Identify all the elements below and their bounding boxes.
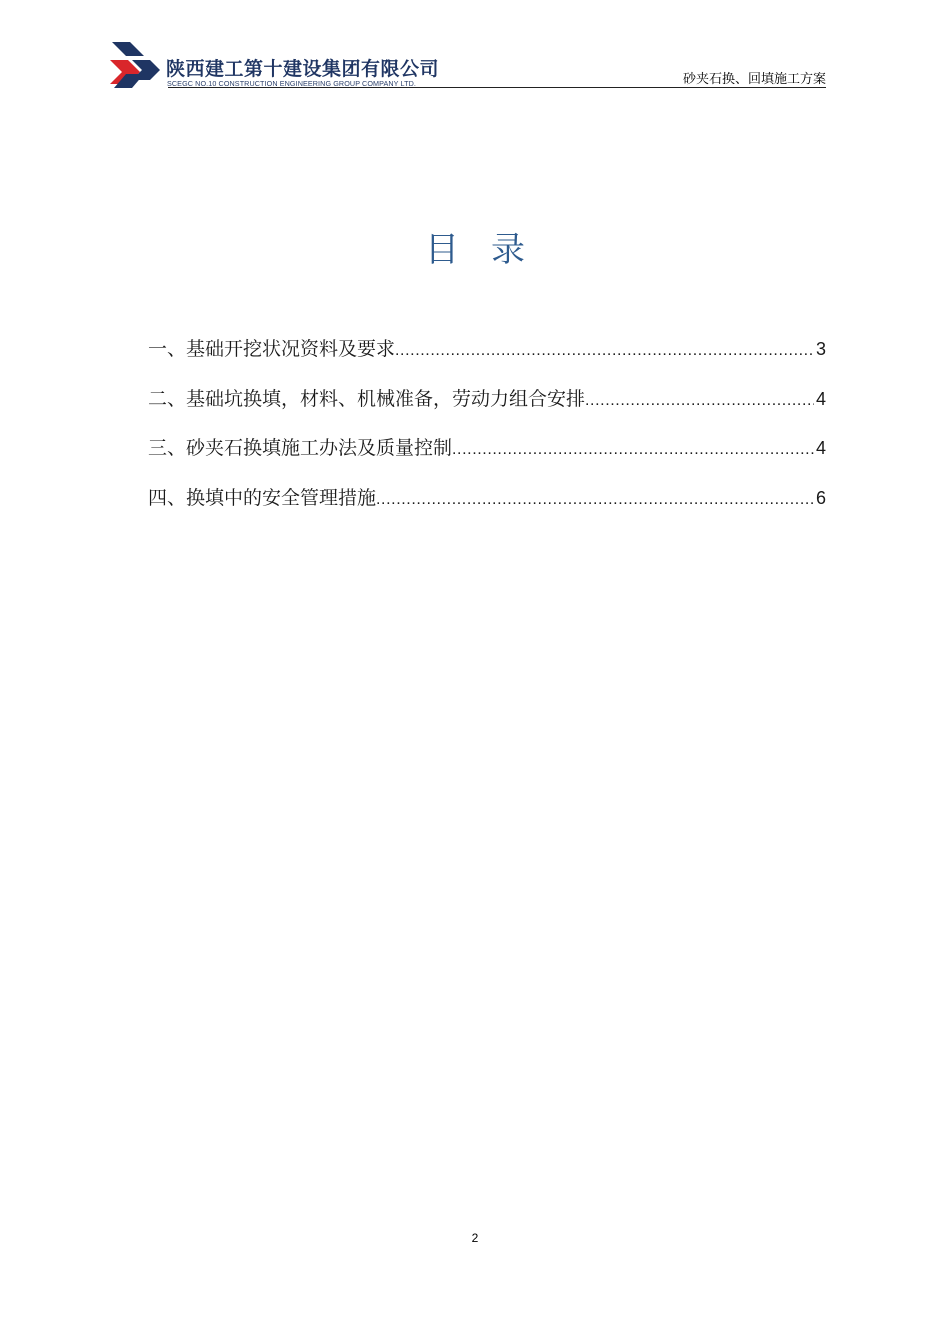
toc-entry-page: 4 — [815, 388, 826, 409]
header-divider — [168, 87, 826, 88]
toc-leader-dots — [376, 491, 814, 509]
toc-entry-page: 4 — [815, 438, 826, 458]
company-name-english: SCEGC NO.10 CONSTRUCTION ENGINEERING GROUP COMPANY LTD. — [167, 79, 416, 88]
toc-heading: 目录 — [425, 230, 557, 270]
toc-leader-dots — [452, 441, 814, 459]
table-of-contents — [148, 334, 826, 532]
toc-entry-page: 3 — [815, 339, 826, 359]
document-title: 砂夹石换、回填施工方案 — [682, 72, 826, 87]
company-logo-icon — [110, 42, 160, 88]
toc-entry[interactable] — [148, 334, 826, 384]
toc-entry-text: 三、砂夹石换填施工办法及质量控制 — [148, 437, 453, 459]
toc-entry-text: 四、换填中的安全管理措施 — [148, 486, 377, 509]
toc-entry[interactable] — [148, 384, 826, 434]
toc-leader-dots — [585, 392, 814, 410]
toc-leader-dots — [395, 342, 814, 360]
toc-entry-text: 一、基础开挖状况资料及要求 — [148, 338, 396, 360]
toc-entry-page: 6 — [815, 487, 826, 508]
toc-entry[interactable] — [148, 483, 826, 533]
page-number: 2 — [471, 1231, 479, 1245]
toc-entry[interactable] — [148, 433, 826, 483]
toc-entry-text: 二、基础坑换填，材料、机械准备，劳动力组合安排 — [148, 387, 586, 410]
page-header — [0, 0, 950, 100]
company-name: 陕西建工第十建设集团有限公司 — [166, 58, 440, 80]
